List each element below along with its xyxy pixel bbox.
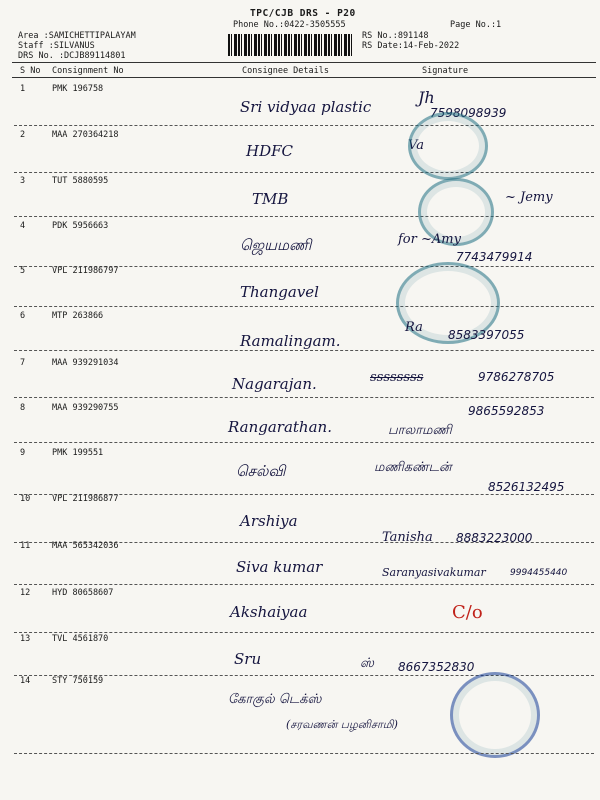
drs-number: DRS No. :DCJB89114801 bbox=[18, 51, 126, 61]
consignee-name: HDFC bbox=[246, 142, 293, 160]
column-rule bbox=[12, 77, 596, 78]
phone-handwritten: 8667352830 bbox=[398, 660, 475, 674]
consignment-number: MAA 565342036 bbox=[52, 541, 119, 551]
col-consignee-details: Consignee Details bbox=[242, 66, 329, 76]
row-divider bbox=[14, 125, 594, 126]
consignment-number: STY 750159 bbox=[52, 676, 104, 686]
consignment-number: MTP 263866 bbox=[52, 311, 104, 321]
consignee-name: Siva kumar bbox=[236, 558, 323, 576]
recipient-signature: மணிகண்டன் bbox=[374, 460, 452, 475]
row-sno: 1 bbox=[20, 84, 26, 94]
row-sno: 4 bbox=[20, 221, 26, 231]
row-sno: 9 bbox=[20, 448, 26, 458]
phone-handwritten: 9865592853 bbox=[468, 404, 545, 418]
consignee-name: ஜெயமணி bbox=[240, 236, 312, 254]
recipient-signature: C/o bbox=[452, 602, 483, 623]
consignee-name: Akshaiyaa bbox=[230, 603, 308, 621]
col-signature: Signature bbox=[422, 66, 469, 76]
bank-stamp bbox=[408, 112, 488, 180]
phone-handwritten: 8526132495 bbox=[488, 480, 565, 494]
row-divider bbox=[14, 397, 594, 398]
area-label: Area :SAMICHETTIPALAYAM bbox=[18, 31, 136, 41]
row-divider bbox=[14, 350, 594, 351]
consignment-number: VPL 211986797 bbox=[52, 266, 119, 276]
consignment-number: PMK 199551 bbox=[52, 448, 104, 458]
staff-label: Staff :SILVANUS bbox=[18, 41, 95, 51]
signature-scribble: for ~Amy bbox=[398, 232, 461, 247]
consignee-name: TMB bbox=[252, 190, 289, 208]
row-sno: 5 bbox=[20, 266, 26, 276]
phone-handwritten: 9994455440 bbox=[510, 568, 568, 578]
row-sno: 8 bbox=[20, 403, 26, 413]
col-sno: S No bbox=[20, 66, 41, 76]
row-sno: 10 bbox=[20, 494, 31, 504]
phone-handwritten: 8883223000 bbox=[456, 531, 533, 545]
row-divider bbox=[14, 753, 594, 754]
phone-handwritten: 7598098939 bbox=[430, 106, 507, 120]
row-divider bbox=[14, 632, 594, 633]
col-consignment: Consignment No bbox=[52, 66, 124, 76]
signature-scribble: Ra bbox=[405, 320, 423, 335]
consignee-name: Arshiya bbox=[240, 512, 298, 530]
signature-scribble: ssssssss bbox=[370, 370, 424, 385]
barcode-image bbox=[228, 34, 354, 56]
page-number: Page No.:1 bbox=[450, 20, 502, 30]
consignment-number: MAA 939290755 bbox=[52, 403, 119, 413]
consignee-name: Sru bbox=[234, 650, 262, 668]
row-divider bbox=[14, 584, 594, 585]
consignment-number: MAA 270364218 bbox=[52, 130, 119, 140]
row-divider bbox=[14, 172, 594, 173]
consignment-number: PDK 5956663 bbox=[52, 221, 109, 231]
phone-handwritten: 7743479914 bbox=[456, 250, 533, 264]
company-stamp bbox=[450, 672, 540, 758]
header-rule bbox=[12, 62, 596, 63]
consignee-name: Thangavel bbox=[240, 283, 319, 301]
consignee-name: Nagarajan. bbox=[232, 375, 317, 393]
report-title: TPC/CJB DRS - P20 bbox=[250, 8, 356, 19]
row-sno: 3 bbox=[20, 176, 26, 186]
consignment-number: MAA 939291034 bbox=[52, 358, 119, 368]
row-divider bbox=[14, 216, 594, 217]
row-sno: 7 bbox=[20, 358, 26, 368]
consignee-name: Rangarathan. bbox=[228, 418, 332, 436]
row-sno: 13 bbox=[20, 634, 31, 644]
row-sno: 11 bbox=[20, 541, 31, 551]
phone-handwritten: 9786278705 bbox=[478, 370, 555, 384]
rs-date: RS Date:14-Feb-2022 bbox=[362, 41, 460, 51]
signature-scribble: ஸ் bbox=[360, 656, 374, 671]
row-sno: 6 bbox=[20, 311, 26, 321]
consignment-number: TUT 5880595 bbox=[52, 176, 109, 186]
phone-handwritten: 8583397055 bbox=[448, 328, 525, 342]
consignment-number: PMK 196758 bbox=[52, 84, 104, 94]
row-sno: 2 bbox=[20, 130, 26, 140]
phone-number: Phone No.:0422-3505555 bbox=[233, 20, 346, 30]
consignee-name: செல்வி bbox=[236, 462, 286, 480]
recipient-signature: (சரவணன் பழனிசாமி) bbox=[286, 718, 398, 731]
consignment-number: HYD 80658607 bbox=[52, 588, 114, 598]
row-divider bbox=[14, 442, 594, 443]
signature-scribble: ~ Jemy bbox=[505, 190, 553, 205]
recipient-signature: Saranyasivakumar bbox=[382, 566, 486, 579]
consignment-number: TVL 4561870 bbox=[52, 634, 109, 644]
row-sno: 12 bbox=[20, 588, 31, 598]
row-sno: 14 bbox=[20, 676, 31, 686]
consignment-number: VPL 211986877 bbox=[52, 494, 119, 504]
signature-scribble: Va bbox=[408, 138, 424, 153]
rs-number: RS No.:891148 bbox=[362, 31, 429, 41]
recipient-signature: Tanisha bbox=[382, 530, 433, 545]
consignee-name: கோகுல் டெக்ஸ் bbox=[228, 692, 322, 707]
signature-scribble: Jh bbox=[418, 88, 435, 107]
row-divider bbox=[14, 306, 594, 307]
consignee-name: Sri vidyaa plastic bbox=[240, 98, 372, 116]
recipient-signature: பாலாமணி bbox=[388, 423, 452, 438]
consignee-name: Ramalingam. bbox=[240, 332, 341, 350]
